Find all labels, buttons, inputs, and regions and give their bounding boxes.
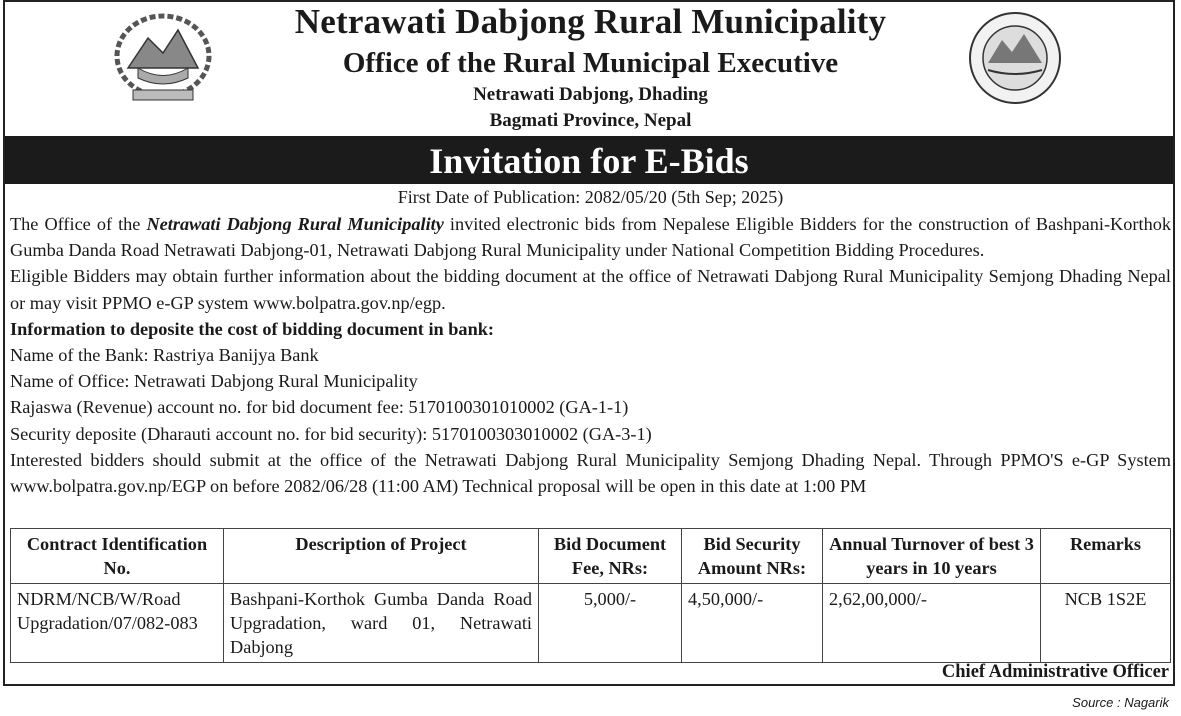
header-remarks: Remarks xyxy=(1041,529,1171,584)
submission-paragraph: Interested bidders should submit at the office of the Netrawati Dabjong Rural Municipality Semjong Dhading Nepal. Through PPMO'S e-GP System www.bolpatra.gov.np/EGP on before 2082/06/28 (11:00 AM) Technical proposal will be open in this date at 1:00 PM xyxy=(10,449,1171,497)
header-turnover: Annual Turnover of best 3 years in 10 years xyxy=(823,529,1041,584)
cell-remarks: NCB 1S2E xyxy=(1041,584,1171,663)
table-row xyxy=(11,584,1171,663)
bank-heading: Information to deposite the cost of bidding document in bank: xyxy=(10,318,494,339)
bank-name: Name of the Bank: Rastriya Banijya Bank xyxy=(10,345,319,366)
intro-paragraph xyxy=(10,211,1171,263)
address-line-2: Bagmati Province, Nepal xyxy=(489,110,692,131)
notice-body xyxy=(10,211,1171,499)
cell-security: 4,50,000/- xyxy=(682,584,823,663)
bid-table xyxy=(10,528,1171,663)
header-security: Bid Security Amount NRs: xyxy=(682,529,823,584)
cell-doc-fee: 5,000/- xyxy=(539,584,682,663)
intro-text-end: invited electronic bids from Nepalese Eligible Bidders for the construction of Bashpani-Korthok Gumba Danda Road Netrawati Dabjong-01, Netrawati Dabjong Rural Municipality under National Competition Bidding Procedures. xyxy=(10,214,1171,261)
cell-description: Bashpani-Korthok Gumba Danda Road Upgradation, ward 01, Netrawati Dabjong xyxy=(224,584,539,663)
office-name: Office of the Rural Municipal Executive xyxy=(342,47,839,79)
publication-date: First Date of Publication: 2082/05/20 (5th Sep; 2025) xyxy=(397,187,784,207)
signatory: Chief Administrative Officer xyxy=(941,662,1169,682)
source-credit: Source : Nagarik xyxy=(1072,695,1169,710)
header-description: Description of Project xyxy=(224,529,539,584)
table-header-row xyxy=(11,529,1171,584)
revenue-account: Rajaswa (Revenue) account no. for bid document fee: 5170100301010002 (GA-1-1) xyxy=(10,397,629,418)
info-paragraph: Eligible Bidders may obtain further information about the bidding document at the office of Netrawati Dabjong Rural Municipality Semjong Dhading Nepal or may visit PPMO e-GP system www.bolpatra.gov.np/egp. xyxy=(10,266,1171,313)
header-doc-fee: Bid Document Fee, NRs: xyxy=(539,529,682,584)
intro-text-start: The Office of the xyxy=(10,214,147,234)
municipality-emphasis: Netrawati Dabjong Rural Municipality xyxy=(146,214,444,234)
security-account: Security deposite (Dharauti account no. for bid security): 5170100303010002 (GA-3-1) xyxy=(10,423,652,444)
cell-turnover: 2,62,00,000/- xyxy=(823,584,1041,663)
address-line-1: Netrawati Dabjong, Dhading xyxy=(473,84,708,105)
header-contract-id: Contract Identification No. xyxy=(11,529,224,584)
municipality-name: Netrawati Dabjong Rural Municipality xyxy=(294,2,887,41)
cell-contract-id: NDRM/NCB/W/Road Upgradation/07/082-083 xyxy=(11,584,224,663)
office-account-name: Name of Office: Netrawati Dabjong Rural Municipality xyxy=(10,371,418,392)
notice-title: Invitation for E-Bids xyxy=(5,136,1173,184)
